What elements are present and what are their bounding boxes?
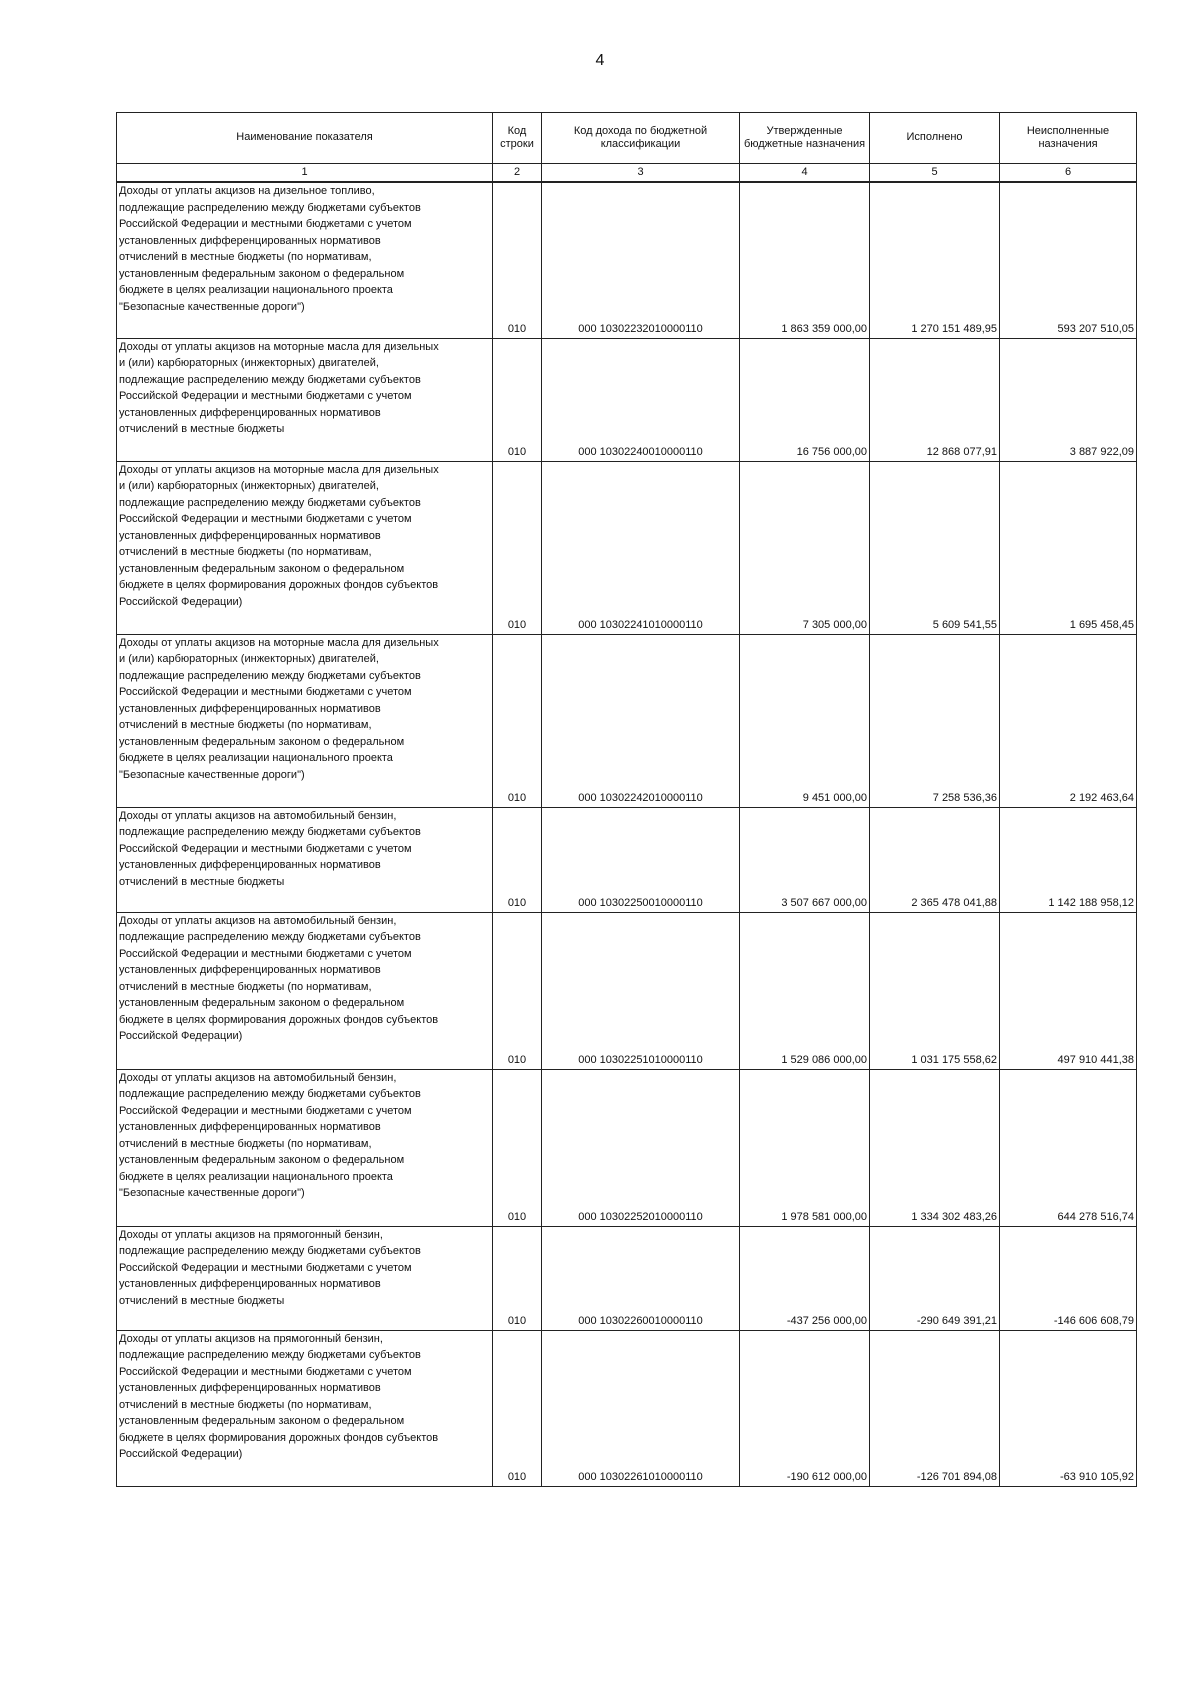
- indicator-name: Доходы от уплаты акцизов на моторные масла для дизельных и (или) карбюраторных (инжекторных) двигателей, подлежащие распределению между бюджетами субъектов Российской Федерации и местными бюджетами с учетом установленных дифференцированных нормативов отчислений в местные бюджеты: [117, 338, 493, 461]
- table-row: [117, 1330, 1137, 1486]
- unexecuted-amount: 644 278 516,74: [1000, 1069, 1137, 1226]
- table-row: [117, 912, 1137, 1069]
- indicator-name: Доходы от уплаты акцизов на автомобильный бензин, подлежащие распределению между бюджетами субъектов Российской Федерации и местными бюджетами с учетом установленных дифференцированных нормативов отчислений в местные бюджеты (по нормативам, установленным федеральным законом о федеральном бюджете в целях формирования дорожных фондов субъектов Российской Федерации): [117, 912, 493, 1069]
- line-code: 010: [493, 1226, 542, 1330]
- column-number: 3: [542, 164, 740, 183]
- unexecuted-amount: 1 695 458,45: [1000, 461, 1137, 634]
- line-code: 010: [493, 807, 542, 912]
- line-code: 010: [493, 1069, 542, 1226]
- executed-amount: 5 609 541,55: [870, 461, 1000, 634]
- unexecuted-amount: -63 910 105,92: [1000, 1330, 1137, 1486]
- approved-amount: 1 978 581 000,00: [740, 1069, 870, 1226]
- header-row: [117, 113, 1137, 164]
- income-code: 000 10302251010000110: [542, 912, 740, 1069]
- unexecuted-amount: 593 207 510,05: [1000, 182, 1137, 338]
- line-code: 010: [493, 634, 542, 807]
- indicator-name: Доходы от уплаты акцизов на моторные масла для дизельных и (или) карбюраторных (инжекторных) двигателей, подлежащие распределению между бюджетами субъектов Российской Федерации и местными бюджетами с учетом установленных дифференцированных нормативов отчислений в местные бюджеты (по нормативам, установленным федеральным законом о федеральном бюджете в целях реализации национального проекта "Безопасные качественные дороги"): [117, 634, 493, 807]
- indicator-name: Доходы от уплаты акцизов на автомобильный бензин, подлежащие распределению между бюджетами субъектов Российской Федерации и местными бюджетами с учетом установленных дифференцированных нормативов отчислений в местные бюджеты (по нормативам, установленным федеральным законом о федеральном бюджете в целях реализации национального проекта "Безопасные качественные дороги"): [117, 1069, 493, 1226]
- unexecuted-amount: -146 606 608,79: [1000, 1226, 1137, 1330]
- unexecuted-amount: 3 887 922,09: [1000, 338, 1137, 461]
- income-code: 000 10302261010000110: [542, 1330, 740, 1486]
- header-indicator-name: Наименование показателя: [117, 113, 493, 164]
- income-code: 000 10302242010000110: [542, 634, 740, 807]
- column-number: 5: [870, 164, 1000, 183]
- table-row: [117, 1069, 1137, 1226]
- income-code: 000 10302252010000110: [542, 1069, 740, 1226]
- table-row: [117, 338, 1137, 461]
- header-executed: Исполнено: [870, 113, 1000, 164]
- executed-amount: 1 334 302 483,26: [870, 1069, 1000, 1226]
- approved-amount: 3 507 667 000,00: [740, 807, 870, 912]
- unexecuted-amount: 2 192 463,64: [1000, 634, 1137, 807]
- table-row: [117, 182, 1137, 338]
- approved-amount: 1 863 359 000,00: [740, 182, 870, 338]
- column-number: 4: [740, 164, 870, 183]
- table-row: [117, 461, 1137, 634]
- indicator-name: Доходы от уплаты акцизов на моторные масла для дизельных и (или) карбюраторных (инжекторных) двигателей, подлежащие распределению между бюджетами субъектов Российской Федерации и местными бюджетами с учетом установленных дифференцированных нормативов отчислений в местные бюджеты (по нормативам, установленным федеральным законом о федеральном бюджете в целях формирования дорожных фондов субъектов Российской Федерации): [117, 461, 493, 634]
- page-number: 4: [595, 52, 605, 69]
- income-code: 000 10302240010000110: [542, 338, 740, 461]
- header-unexecuted: Неисполненные назначения: [1000, 113, 1137, 164]
- income-code: 000 10302260010000110: [542, 1226, 740, 1330]
- executed-amount: 1 270 151 489,95: [870, 182, 1000, 338]
- executed-amount: 2 365 478 041,88: [870, 807, 1000, 912]
- approved-amount: -190 612 000,00: [740, 1330, 870, 1486]
- income-code: 000 10302241010000110: [542, 461, 740, 634]
- indicator-name: Доходы от уплаты акцизов на прямогонный бензин, подлежащие распределению между бюджетами субъектов Российской Федерации и местными бюджетами с учетом установленных дифференцированных нормативов отчислений в местные бюджеты: [117, 1226, 493, 1330]
- table-row: [117, 1226, 1137, 1330]
- column-number: 2: [493, 164, 542, 183]
- approved-amount: 1 529 086 000,00: [740, 912, 870, 1069]
- executed-amount: 1 031 175 558,62: [870, 912, 1000, 1069]
- approved-amount: -437 256 000,00: [740, 1226, 870, 1330]
- line-code: 010: [493, 338, 542, 461]
- indicator-name: Доходы от уплаты акцизов на дизельное топливо, подлежащие распределению между бюджетами субъектов Российской Федерации и местными бюджетами с учетом установленных дифференцированных нормативов отчислений в местные бюджеты (по нормативам, установленным федеральным законом о федеральном бюджете в целях реализации национального проекта "Безопасные качественные дороги"): [117, 182, 493, 338]
- header-approved: Утвержденные бюджетные назначения: [740, 113, 870, 164]
- unexecuted-amount: 1 142 188 958,12: [1000, 807, 1137, 912]
- line-code: 010: [493, 461, 542, 634]
- indicator-name: Доходы от уплаты акцизов на прямогонный бензин, подлежащие распределению между бюджетами субъектов Российской Федерации и местными бюджетами с учетом установленных дифференцированных нормативов отчислений в местные бюджеты (по нормативам, установленным федеральным законом о федеральном бюджете в целях формирования дорожных фондов субъектов Российской Федерации): [117, 1330, 493, 1486]
- table-row: [117, 807, 1137, 912]
- table-row: [117, 634, 1137, 807]
- income-code: 000 10302232010000110: [542, 182, 740, 338]
- executed-amount: 7 258 536,36: [870, 634, 1000, 807]
- unexecuted-amount: 497 910 441,38: [1000, 912, 1137, 1069]
- executed-amount: 12 868 077,91: [870, 338, 1000, 461]
- approved-amount: 7 305 000,00: [740, 461, 870, 634]
- budget-execution-table: [116, 112, 1137, 1487]
- approved-amount: 9 451 000,00: [740, 634, 870, 807]
- column-number-row: [117, 164, 1137, 183]
- approved-amount: 16 756 000,00: [740, 338, 870, 461]
- column-number: 1: [117, 164, 493, 183]
- income-code: 000 10302250010000110: [542, 807, 740, 912]
- executed-amount: -290 649 391,21: [870, 1226, 1000, 1330]
- line-code: 010: [493, 1330, 542, 1486]
- line-code: 010: [493, 912, 542, 1069]
- header-income-code: Код дохода по бюджетной классификации: [542, 113, 740, 164]
- indicator-name: Доходы от уплаты акцизов на автомобильный бензин, подлежащие распределению между бюджетами субъектов Российской Федерации и местными бюджетами с учетом установленных дифференцированных нормативов отчислений в местные бюджеты: [117, 807, 493, 912]
- line-code: 010: [493, 182, 542, 338]
- executed-amount: -126 701 894,08: [870, 1330, 1000, 1486]
- header-line-code: Код строки: [493, 113, 542, 164]
- column-number: 6: [1000, 164, 1137, 183]
